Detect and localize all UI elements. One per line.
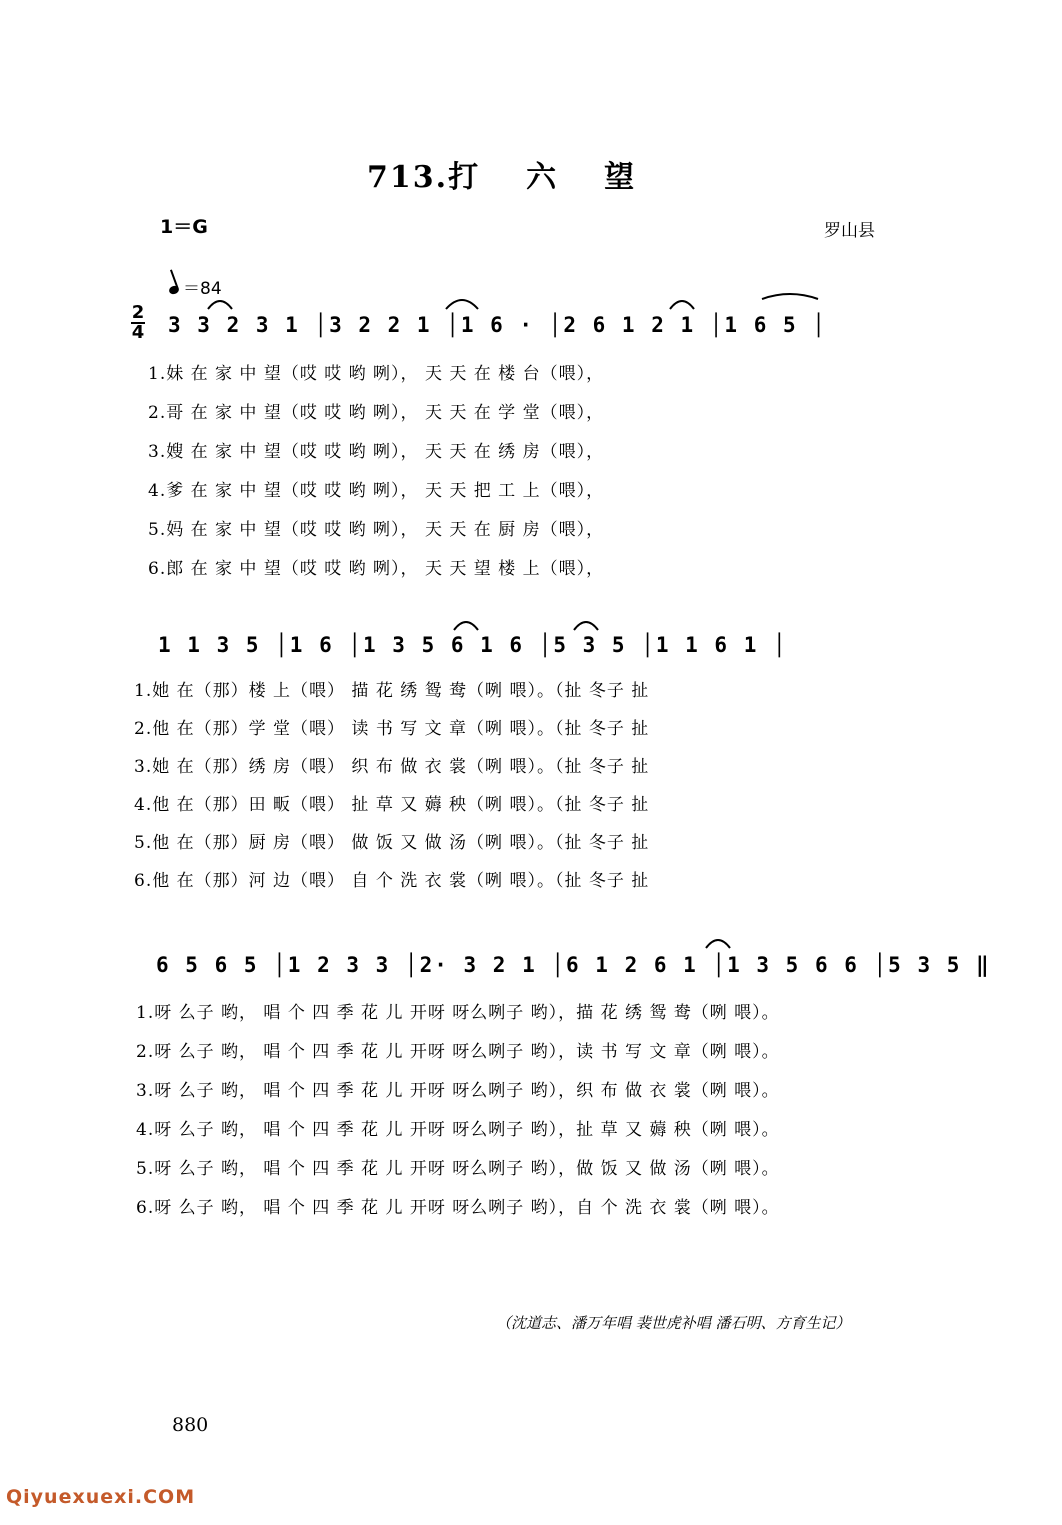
slur-marks-2 [440, 608, 640, 636]
verse-line: 1.呀 么子 哟， 唱 个 四 季 花 儿 开呀 呀么咧子 哟），描 花 绣 鸳 鸯（咧 喂）。 [136, 1003, 780, 1023]
verse-line: 6.郎 在 家 中 望（哎 哎 哟 咧）， 天 天 望 楼 上（喂）， [148, 559, 605, 579]
verse-line: 5.呀 么子 哟， 唱 个 四 季 花 儿 开呀 呀么咧子 哟），做 饭 又 做 汤（咧 喂）。 [136, 1159, 780, 1179]
verse-line: 2.他 在（那）学 堂（喂） 读 书 写 文 章（咧 喂）。（扯 冬子 扯 [134, 719, 650, 739]
verse-line: 4.爹 在 家 中 望（哎 哎 哟 咧）， 天 天 把 工 上（喂）， [148, 481, 605, 501]
verse-line: 6.呀 么子 哟， 唱 个 四 季 花 儿 开呀 呀么咧子 哟），自 个 洗 衣 裳（咧 喂）。 [136, 1198, 780, 1218]
verse-block-2 [134, 672, 649, 900]
verse-line: 3.嫂 在 家 中 望（哎 哎 哟 咧）， 天 天 在 绣 房（喂）， [148, 442, 605, 462]
time-signature [131, 302, 145, 343]
verse-line: 5.妈 在 家 中 望（哎 哎 哟 咧）， 天 天 在 厨 房（喂）， [148, 520, 605, 540]
verse-line: 3.她 在（那）绣 房（喂） 织 布 做 衣 裳（咧 喂）。（扯 冬子 扯 [134, 757, 650, 777]
title-char-2: 六 [526, 160, 559, 195]
page-number: 880 [172, 1414, 209, 1436]
time-signature-bottom: 4 [131, 322, 145, 343]
notation-line-1: 3 3 2 3 1 │3 2 2 1 │1 6 · │2 6 1 2 1 │1 6 5 │ [168, 313, 827, 337]
notation-line-3: 6 5 6 5 │1 2 3 3 │2· 3 2 1 │6 1 2 6 1 │1 3 5 6 6 │5 3 5 ‖ [156, 953, 991, 977]
performer-credit: （沈道志、潘万年唱 裴世虎补唱 潘石明、方育生记） [496, 1314, 851, 1332]
verse-line: 1.妹 在 家 中 望（哎 哎 哟 咧）， 天 天 在 楼 台（喂）， [148, 364, 605, 384]
slur-marks-3 [700, 926, 740, 954]
tempo-value: ＝84 [183, 279, 222, 299]
notation-line-2: 1 1 3 5 │1 6 │1 3 5 6 1 6 │5 3 5 │1 1 6 1 │ [158, 633, 788, 657]
site-watermark: Qiyuexuexi.COM [6, 1486, 196, 1508]
verse-line: 4.呀 么子 哟， 唱 个 四 季 花 儿 开呀 呀么咧子 哟），扯 草 又 薅 秧（咧 喂）。 [136, 1120, 780, 1140]
verse-line: 2.哥 在 家 中 望（哎 哎 哟 咧）， 天 天 在 学 堂（喂）， [148, 403, 605, 423]
verse-line: 6.他 在（那）河 边（喂） 自 个 洗 衣 裳（咧 喂）。（扯 冬子 扯 [134, 871, 650, 891]
title-char-3: 望 [604, 160, 637, 195]
song-title [367, 152, 636, 196]
verse-block-1 [148, 355, 604, 589]
title-char-1: 打 [448, 160, 481, 195]
verse-line: 5.他 在（那）厨 房（喂） 做 饭 又 做 汤（咧 喂）。（扯 冬子 扯 [134, 833, 650, 853]
verse-line: 1.她 在（那）楼 上（喂） 描 花 绣 鸳 鸯（咧 喂）。（扯 冬子 扯 [134, 681, 650, 701]
verse-block-3 [136, 994, 780, 1228]
time-signature-top: 2 [131, 302, 145, 323]
region-label: 罗山县 [824, 221, 875, 241]
verse-line: 2.呀 么子 哟， 唱 个 四 季 花 儿 开呀 呀么咧子 哟），读 书 写 文 章（咧 喂）。 [136, 1042, 780, 1062]
key-signature: 1＝G [160, 216, 208, 238]
verse-line: 4.他 在（那）田 畈（喂） 扯 草 又 薅 秧（咧 喂）。（扯 冬子 扯 [134, 795, 650, 815]
song-number: 713. [367, 160, 449, 195]
verse-line: 3.呀 么子 哟， 唱 个 四 季 花 儿 开呀 呀么咧子 哟），织 布 做 衣 裳（咧 喂）。 [136, 1081, 780, 1101]
slur-marks-1 [150, 285, 930, 315]
